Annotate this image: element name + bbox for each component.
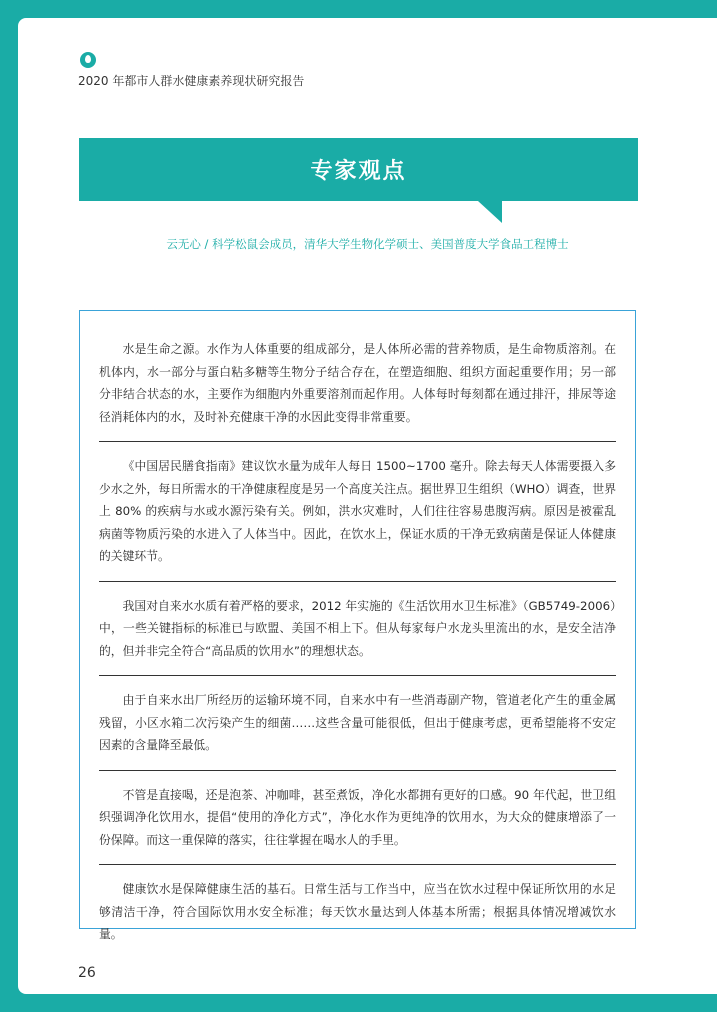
content-box [79, 310, 636, 941]
paragraph: 《中国居民膳食指南》建议饮水量为成年人每日 1500~1700 毫升。除去每天人体需要摄入多少水之外，每日所需水的干净健康程度是另一个高度关注点。据世界卫生组织（WHO）调查，世界上 80% 的疾病与水或水源污染有关。例如，洪水灾难时，人们往往容易患腹泻病。原因是被霍乱病菌等物质污染的水进入了人体当中。因此，在饮水上，保证水质的干净无致病菌是保证人体健康的关键环节。 [99, 459, 616, 563]
divider [99, 864, 616, 865]
paragraph: 由于自来水出厂所经历的运输环境不同，自来水中有一些消毒副产物，管道老化产生的重金属残留，小区水箱二次污染产生的细菌……这些含量可能很低，但出于健康考虑，更希望能将不安定因素的含量降至最低。 [99, 693, 616, 752]
paragraph: 水是生命之源。水作为人体重要的组成部分，是人体所必需的营养物质，是生命物质溶剂。在机体内，水一部分与蛋白粘多糖等生物分子结合存在，在塑造细胞、组织方面起重要作用；另一部分非结合状态的水，主要作为细胞内外重要溶剂而起作用。人体每时每刻都在通过排汗，排尿等途径消耗体内的水，及时补充健康干净的水因此变得非常重要。 [99, 342, 616, 424]
divider [99, 581, 616, 582]
banner-tail [478, 201, 502, 223]
page-number: 26 [78, 965, 96, 981]
paragraph: 我国对自来水水质有着严格的要求，2012 年实施的《生活饮用水卫生标准》（GB5749-2006）中，一些关键指标的标准已与欧盟、美国不相上下。但从每家每户水龙头里流出的水，是安全洁净的，但并非完全符合“高品质的饮用水”的理想状态。 [99, 598, 616, 658]
report-title: 2020 年都市人群水健康素养现状研究报告 [78, 74, 305, 88]
paragraph: 健康饮水是保障健康生活的基石。日常生活与工作当中，应当在饮水过程中保证所饮用的水足够清洁干净，符合国际饮用水安全标准；每天饮水量达到人体基本所需；根据具体情况增减饮水量。 [99, 882, 616, 941]
section-banner [79, 138, 638, 201]
divider [99, 770, 616, 771]
divider [99, 675, 616, 676]
page [18, 18, 717, 994]
water-drop-icon [80, 52, 96, 68]
author-credit: 云无心 / 科学松鼠会成员，清华大学生物化学硕士、美国普度大学食品工程博士 [166, 237, 569, 251]
divider [99, 441, 616, 442]
paragraph: 不管是直接喝，还是泡茶、冲咖啡，甚至煮饭，净化水都拥有更好的口感。90 年代起，世卫组织强调净化饮用水，提倡“使用的净化方式”，净化水作为更纯净的饮用水，为大众的健康增添了一份保障。而这一重保障的落实，往往掌握在喝水人的手里。 [99, 787, 616, 847]
section-title: 专家观点 [310, 159, 407, 184]
